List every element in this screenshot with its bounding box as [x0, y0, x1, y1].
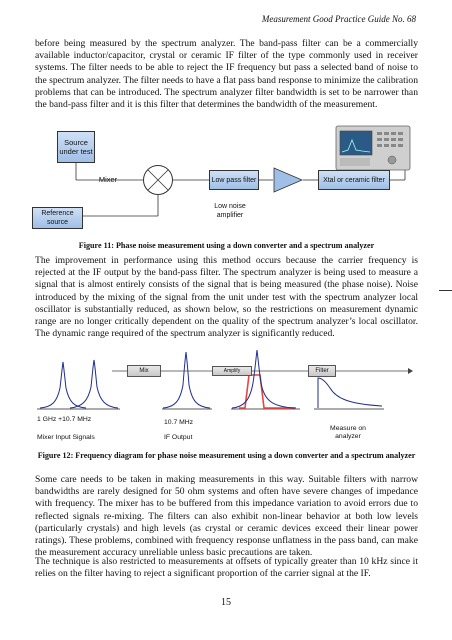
reference-source-box: Reference source	[32, 207, 83, 229]
page-header: Measurement Good Practice Guide No. 68	[261, 14, 416, 24]
xtal-filter-box: Xtal or ceramic filter	[318, 170, 390, 190]
figure-11-caption: Figure 11: Phase noise measurement using a down converter and a spectrum analyzer	[78, 241, 375, 250]
paragraph-1: before being measured by the spectrum analyzer. The band-pass filter can be a commercially available inductor/capacitor, crystal or ceramic IF filter of the type commonly used in receiver systems. The filter needs to be able to reject the IF frequency but pass a selected band of noise to the spectrum analyzer. The filter needs to have a flat pass band response to minimize the calibration problems that can be introduced. The spectrum analyzer filter bandwidth is set to be narrower than the band-pass filter and it is this filter that determines the bandwidth of the measurement.	[35, 38, 418, 111]
figure-12-caption: Figure 12: Frequency diagram for phase noise measurement using a down converter and a spectrum analyzer	[37, 451, 416, 460]
input-frequency-label: 1 GHz +10.7 MHz	[37, 416, 92, 423]
paragraph-3: Some care needs to be taken in making measurements in this way. Suitable filters with narrow bandwidths are rarely designed for 50 ohm systems and often have severe changes of impedance with frequency. The mixer has to be buffered from this impedance variation to avoid errors due to reflected signals re-mixing. The filters can also exhibit non-linear behavior at both low levels (particularly crystals) and high levels (as crystal or ceramic devices exceed their linear power ratings). These problems, combined with frequency response unflatness in the pass band, can make the measurement accuracy unreliable unless basic precautions are taken.	[35, 474, 418, 559]
source-under-test-box: Source under test	[57, 131, 95, 163]
filter-stage: Filter	[308, 365, 336, 377]
mix-stage: Mix	[127, 365, 161, 377]
paragraph-2: The improvement in performance using this method occurs because the carrier frequency is rejected at the IF output by the band-pass filter. The spectrum analyzer is being used to measure a signal that is almost entirely consists of the signal that is being measured (the phase noise). Noise introduced by the mixing of the signal from the unit under test with the spectrum analyzer local oscillator is substantially reduced, as shown below, so the restrictions on measurement dynamic range are no longer critically dependent on the quality of the spectrum analyzer’s local oscillator. The dynamic range required of the spectrum analyzer is significantly reduced.	[35, 255, 418, 340]
paragraph-4: The technique is also restricted to measurements at offsets of typically greater than 10 kHz since it relies on the filter having to reject a significant proportion of the carrier signal at the IF.	[35, 556, 418, 580]
low-pass-filter-box: Low pass filter	[209, 170, 259, 190]
mixer-inputs-label: Mixer Input Signals	[37, 434, 95, 441]
amplify-stage: Amplify	[212, 366, 252, 376]
if-output-label: IF Output	[164, 434, 193, 441]
mixer-input-spectrum	[40, 360, 118, 408]
if-output-spectrum	[163, 352, 210, 408]
page-number: 15	[221, 597, 231, 608]
filtered-spectrum	[232, 350, 296, 408]
if-frequency-label: 10.7 MHz	[164, 419, 194, 426]
measure-label: Measure on analyzer	[330, 425, 366, 440]
mixer-label: Mixer	[98, 175, 118, 184]
analyzer-spectrum	[318, 378, 382, 408]
amplifier-label: Low noise amplifier	[214, 203, 246, 219]
